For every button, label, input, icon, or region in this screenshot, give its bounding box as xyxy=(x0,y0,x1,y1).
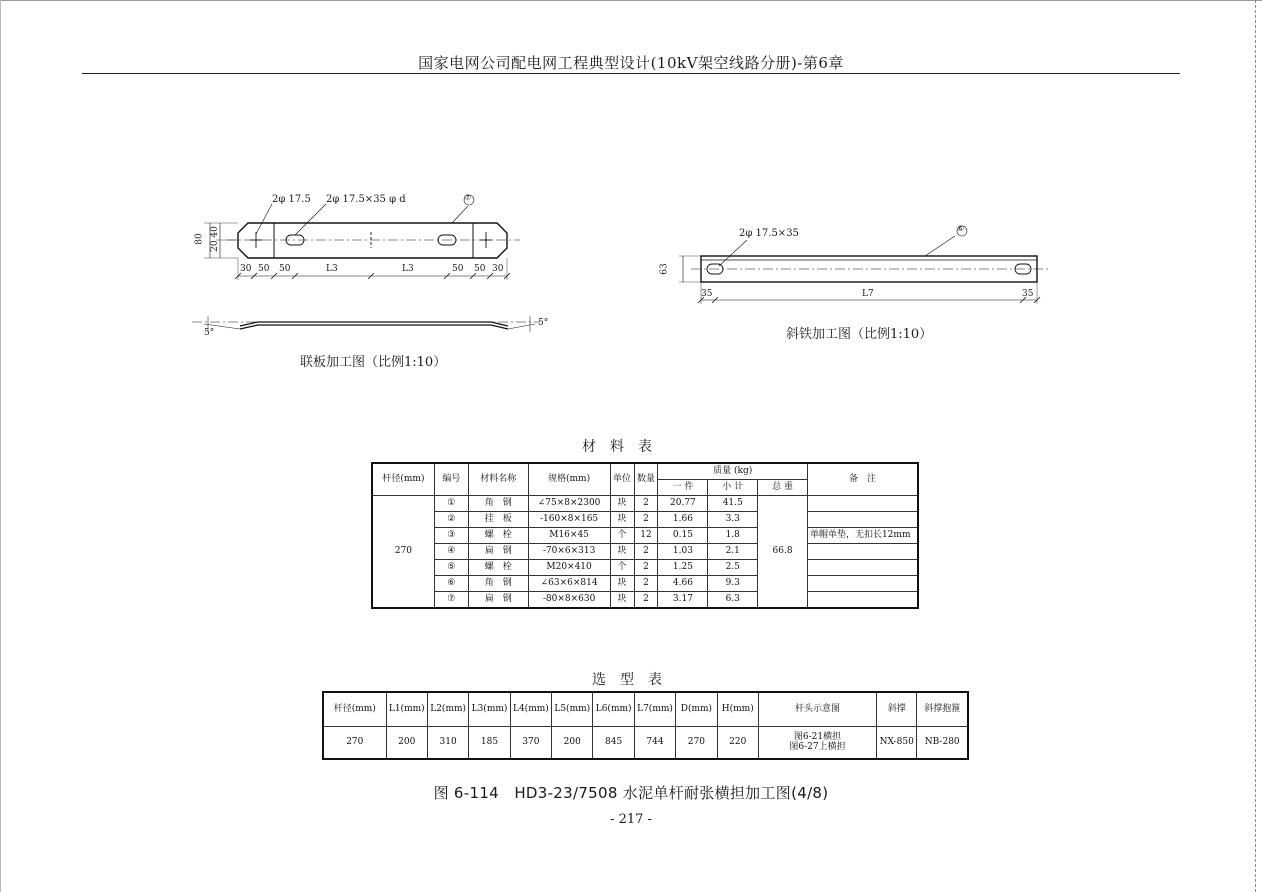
dim-50-4: 50 xyxy=(474,264,486,274)
col-pole-dia: 杆径(mm) xyxy=(373,464,435,496)
sel-col-l7: L7(mm) xyxy=(634,693,675,727)
sel-cell: 845 xyxy=(593,727,634,759)
lianban-holes xyxy=(250,232,492,248)
dim-30-right: 30 xyxy=(492,264,504,274)
cell-remark: 单帽单垫，无扣长12mm xyxy=(807,528,917,544)
cell-qty: 2 xyxy=(634,496,658,512)
cell-name: 挂 板 xyxy=(468,512,528,528)
sel-col-l2: L2(mm) xyxy=(427,693,468,727)
cell-sub: 2.5 xyxy=(708,560,758,576)
cell-unit: 块 xyxy=(610,544,634,560)
cell-qty: 2 xyxy=(634,544,658,560)
sel-col-brace: 斜撑 xyxy=(877,693,917,727)
cell-each: 20.77 xyxy=(658,496,708,512)
cell-no: ⑦ xyxy=(434,592,468,608)
lianban-caption: 联板加工图（比例1:10） xyxy=(300,355,447,370)
table-row xyxy=(373,496,918,512)
lianban-hole-label-1: 2φ 17.5 xyxy=(272,194,311,205)
cell-name: 螺 栓 xyxy=(468,560,528,576)
lianban-dim-offsets: 20 40 xyxy=(209,226,220,252)
page-border-right xyxy=(1255,0,1256,892)
cell-sub: 41.5 xyxy=(708,496,758,512)
cell-name: 扁 钢 xyxy=(468,592,528,608)
pole-dia-value: 270 xyxy=(373,496,435,608)
cell-each: 1.66 xyxy=(658,512,708,528)
xietie-dim-35-right: 35 xyxy=(1022,289,1034,299)
cell-spec: -70×6×313 xyxy=(528,544,610,560)
lianban-part-number: ⑦ xyxy=(464,193,472,202)
col-name: 材料名称 xyxy=(468,464,528,496)
selection-header-row xyxy=(324,693,968,727)
cell-sub: 6.3 xyxy=(708,592,758,608)
col-mass: 质量 (kg) xyxy=(658,464,807,480)
xietie-caption: 斜铁加工图（比例1:10） xyxy=(786,327,933,342)
lianban-drawing xyxy=(190,190,560,340)
lianban-dim-height: 80 xyxy=(194,233,205,245)
cell-remark xyxy=(807,560,917,576)
cell-remark xyxy=(807,592,917,608)
page-border-top xyxy=(0,0,1262,1)
page-header-title: 国家电网公司配电网工程典型设计(10kV架空线路分册)-第6章 xyxy=(418,54,844,72)
cell-spec: M16×45 xyxy=(528,528,610,544)
col-mass-each: 一 件 xyxy=(658,480,708,496)
sel-cell: NX-850 xyxy=(877,727,917,759)
cell-remark xyxy=(807,576,917,592)
cell-qty: 2 xyxy=(634,560,658,576)
lianban-hole-label-2: 2φ 17.5×35 φ d xyxy=(326,194,406,205)
page-border-left xyxy=(0,0,1,892)
cell-spec: -160×8×165 xyxy=(528,512,610,528)
sel-cell: 220 xyxy=(717,727,758,759)
page-number: - 217 - xyxy=(610,812,652,827)
cell-no: ⑤ xyxy=(434,560,468,576)
dim-50-3: 50 xyxy=(452,264,464,274)
cell-remark xyxy=(807,544,917,560)
cell-each: 3.17 xyxy=(658,592,708,608)
cell-no: ③ xyxy=(434,528,468,544)
xietie-dim-35-left: 35 xyxy=(701,289,713,299)
cell-qty: 12 xyxy=(634,528,658,544)
xietie-dim-l7: L7 xyxy=(862,289,874,299)
sel-cell: 270 xyxy=(324,727,387,759)
cell-spec: -80×8×630 xyxy=(528,592,610,608)
cell-no: ① xyxy=(434,496,468,512)
col-spec: 规格(mm) xyxy=(528,464,610,496)
sel-cell: 200 xyxy=(386,727,427,759)
cell-unit: 个 xyxy=(610,560,634,576)
sel-cell: 200 xyxy=(552,727,593,759)
cell-sub: 2.1 xyxy=(708,544,758,560)
cell-remark xyxy=(807,512,917,528)
bend-angle-right: 5° xyxy=(538,318,549,328)
cell-no: ② xyxy=(434,512,468,528)
figure-title: 图 6-114 HD3-23/7508 水泥单杆耐张横担加工图(4/8) xyxy=(433,784,829,802)
xietie-dim-height: 63 xyxy=(659,263,670,275)
sel-col-h: H(mm) xyxy=(717,693,758,727)
cell-qty: 2 xyxy=(634,576,658,592)
cell-no: ④ xyxy=(434,544,468,560)
cell-no: ⑥ xyxy=(434,576,468,592)
cell-name: 扁 钢 xyxy=(468,544,528,560)
table-row xyxy=(373,512,918,528)
sel-col-diagram: 杆头示意图 xyxy=(758,693,876,727)
col-remarks: 备 注 xyxy=(807,464,917,496)
cell-unit: 块 xyxy=(610,512,634,528)
sel-cell: 370 xyxy=(510,727,551,759)
sel-col-d: D(mm) xyxy=(676,693,717,727)
xietie-part-number: ⑥ xyxy=(957,224,965,233)
cell-spec: ∠63×6×814 xyxy=(528,576,610,592)
cell-unit: 块 xyxy=(610,592,634,608)
sel-col-l5: L5(mm) xyxy=(552,693,593,727)
col-mass-total: 总 重 xyxy=(758,480,808,496)
xietie-hole-label: 2φ 17.5×35 xyxy=(739,228,799,239)
table-row xyxy=(373,544,918,560)
table-row xyxy=(373,592,918,608)
cell-each: 0.15 xyxy=(658,528,708,544)
sel-col-l1: L1(mm) xyxy=(386,693,427,727)
sel-col-l4: L4(mm) xyxy=(510,693,551,727)
col-unit: 单位 xyxy=(610,464,634,496)
cell-unit: 块 xyxy=(610,496,634,512)
materials-table xyxy=(372,463,918,608)
sel-col-pole-dia: 杆径(mm) xyxy=(324,693,387,727)
sel-cell: NB-280 xyxy=(917,727,968,759)
total-mass-value: 66.8 xyxy=(758,496,808,608)
cell-each: 1.03 xyxy=(658,544,708,560)
sel-cell: 185 xyxy=(469,727,510,759)
table-row xyxy=(373,576,918,592)
header-rule xyxy=(82,73,1180,74)
cell-qty: 2 xyxy=(634,592,658,608)
cell-each: 4.66 xyxy=(658,576,708,592)
cell-sub: 9.3 xyxy=(708,576,758,592)
cell-spec: M20×410 xyxy=(528,560,610,576)
cell-sub: 3.3 xyxy=(708,512,758,528)
cell-spec: ∠75×8×2300 xyxy=(528,496,610,512)
sel-col-l3: L3(mm) xyxy=(469,693,510,727)
cell-name: 螺 栓 xyxy=(468,528,528,544)
col-no: 编号 xyxy=(434,464,468,496)
sel-cell-diagram: 图6-21横担 图6-27上横担 xyxy=(758,727,876,759)
selection-table-title: 选型表 xyxy=(592,672,676,688)
cell-name: 角 钢 xyxy=(468,576,528,592)
dim-50-2: 50 xyxy=(279,264,291,274)
cell-unit: 块 xyxy=(610,576,634,592)
bend-angle-left: 5° xyxy=(204,328,215,338)
cell-unit: 个 xyxy=(610,528,634,544)
dim-50-1: 50 xyxy=(258,264,270,274)
table-row xyxy=(324,727,968,759)
dim-30-left: 30 xyxy=(240,264,252,274)
cell-sub: 1.8 xyxy=(708,528,758,544)
cell-each: 1.25 xyxy=(658,560,708,576)
dim-l3-1: L3 xyxy=(326,264,338,274)
sel-cell: 270 xyxy=(676,727,717,759)
col-qty: 数量 xyxy=(634,464,658,496)
cell-name: 角 钢 xyxy=(468,496,528,512)
table-row xyxy=(373,528,918,544)
table-row xyxy=(373,560,918,576)
lianban-plate xyxy=(238,223,507,258)
sel-cell: 744 xyxy=(634,727,675,759)
col-mass-sub: 小 计 xyxy=(708,480,758,496)
selection-table xyxy=(323,692,968,759)
sel-cell: 310 xyxy=(427,727,468,759)
dim-l3-2: L3 xyxy=(402,264,414,274)
sel-col-brace-hoop: 斜撑抱箍 xyxy=(917,693,968,727)
xietie-drawing xyxy=(655,222,1055,312)
lianban-bottom-dims xyxy=(190,264,560,276)
materials-table-title: 材料表 xyxy=(582,439,666,455)
sel-col-l6: L6(mm) xyxy=(593,693,634,727)
cell-remark xyxy=(807,496,917,512)
cell-qty: 2 xyxy=(634,512,658,528)
